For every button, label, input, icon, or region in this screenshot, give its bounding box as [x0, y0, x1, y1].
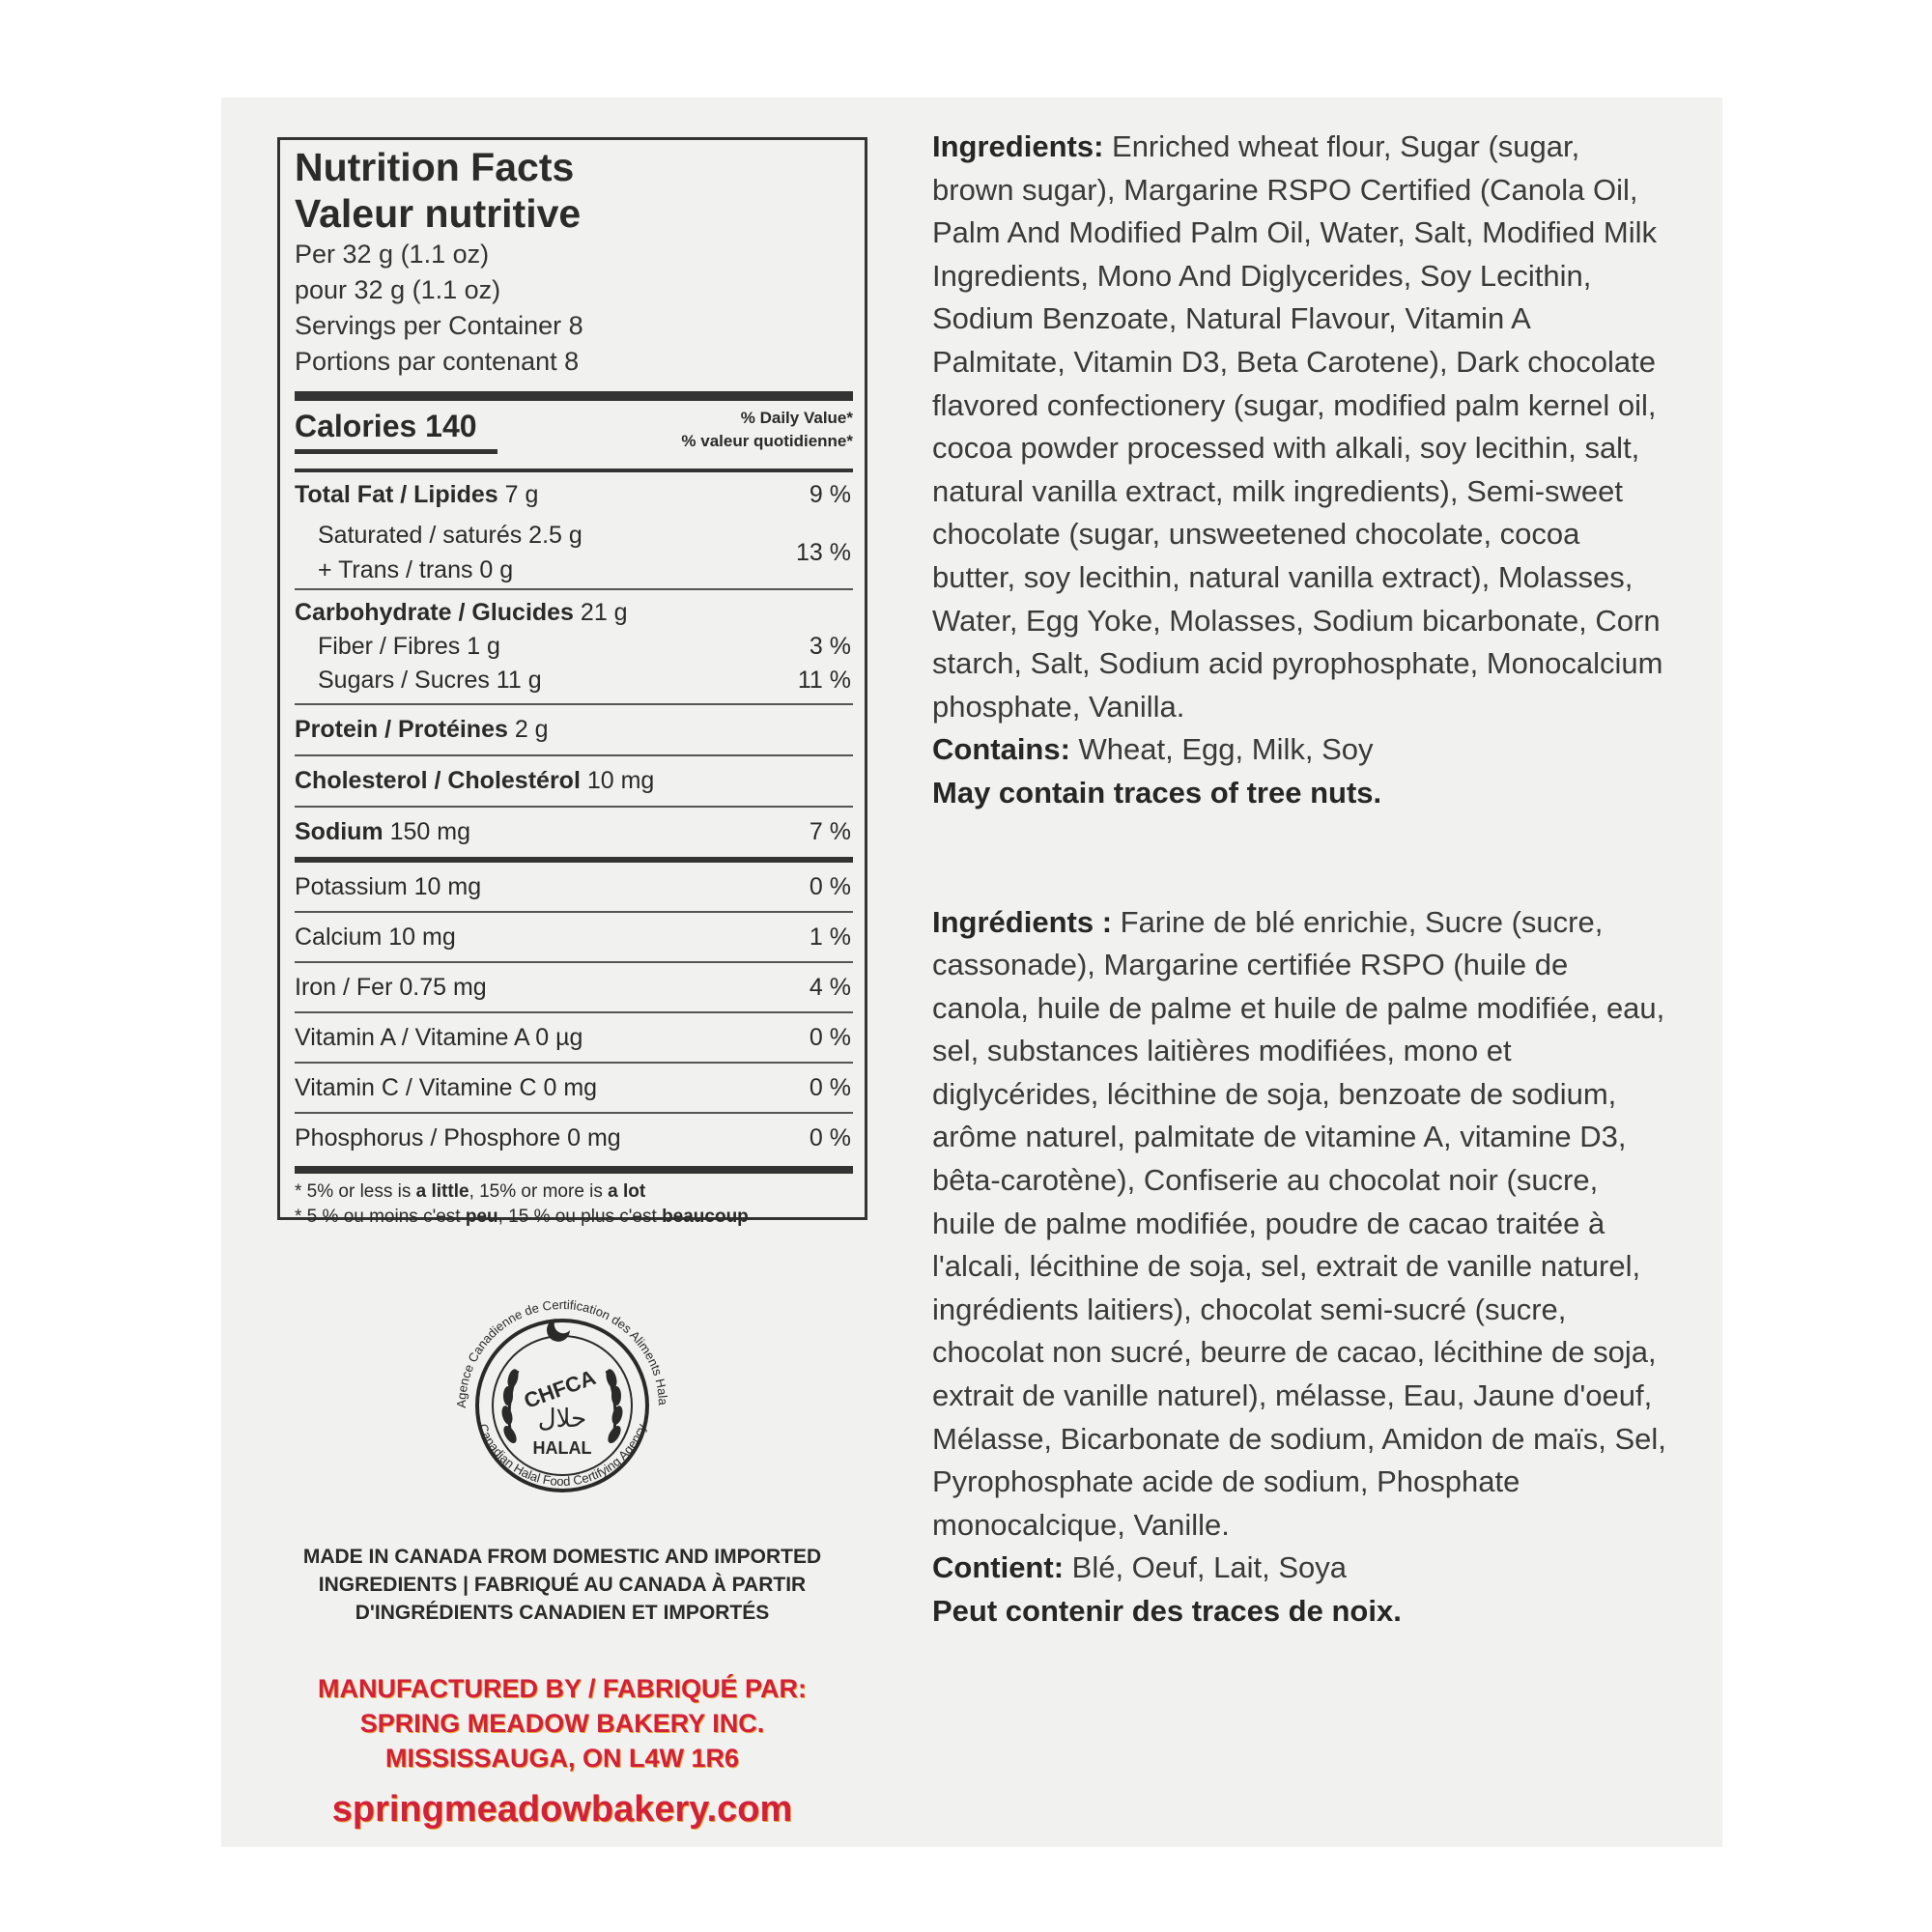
iron: Iron / Fer 0.75 mg — [295, 973, 487, 1001]
contains-en: Contains: Wheat, Egg, Milk, Soy — [932, 732, 1374, 767]
calcium-pct: 1 % — [809, 923, 851, 951]
dv-en: % Daily Value* — [740, 409, 853, 427]
ingredients-fr — [932, 901, 1666, 1548]
protein-amount: 2 g — [507, 716, 549, 743]
sodium-label: Sodium — [295, 818, 384, 845]
vitamin-c: Vitamin C / Vitamine C 0 mg — [295, 1073, 598, 1101]
potassium: Potassium 10 mg — [295, 872, 482, 900]
saturated: Saturated / saturés 2.5 g — [318, 522, 582, 549]
fat-amount: 7 g — [497, 480, 539, 508]
footnote-fr: * 5 % ou moins c'est peu, 15 % ou plus c'est beaucoup — [295, 1207, 749, 1227]
seal-arabic: حلال — [537, 1405, 587, 1434]
sodium-amount: 150 mg — [383, 818, 471, 845]
trans: + Trans / trans 0 g — [318, 556, 514, 583]
seal-halal: HALAL — [532, 1438, 592, 1458]
calories-underline — [295, 449, 497, 454]
servings-en: Servings per Container 8 — [295, 311, 583, 340]
potassium-row — [295, 857, 853, 911]
ingredients-section — [932, 126, 1666, 1634]
halal-seal-icon — [437, 1270, 688, 1521]
may-contain-en: May contain traces of tree nuts. — [932, 775, 1382, 810]
manufacturer — [267, 1671, 858, 1776]
fat-pct: 9 % — [809, 480, 851, 508]
contains-fr: Contient: Blé, Oeuf, Lait, Soya — [932, 1550, 1347, 1585]
carb-label: Carbohydrate / Glucides — [295, 599, 574, 626]
phosphorus-pct: 0 % — [809, 1123, 851, 1151]
iron-row — [295, 961, 853, 1011]
phosphorus-row — [295, 1112, 853, 1162]
carb-amount: 21 g — [573, 599, 628, 626]
seal-acronym: CHFCA — [520, 1365, 599, 1413]
seal-ring-top: Agence Canadienne de Certification des Aliments Hala — [453, 1296, 671, 1408]
made-in-canada: MADE IN CANADA FROM DOMESTIC AND IMPORTED INGREDIENTS | FABRIQUÉ AU CANADA À PARTIR D'INGRÉDIENTS CANADIEN ET IMPORTÉS — [302, 1546, 822, 1624]
potassium-pct: 0 % — [809, 872, 851, 900]
ingredients-text-fr: Farine de blé enrichie, Sucre (sucre, cassonade), Margarine certifiée RSPO (huile de canola, huile de palme et huile de palme modifiée, eau, sel, substances laitières modifiées, mono et diglycérides, lécithine de soja, benzoate de sodium, arôme naturel, palmitate de vitamine A, vitamine D3, bêta-carotène), Confiserie au chocolat noir (sucre, huile de palme modifiée, poudre de cacao traitée à l'alcali, lécithine de soja, sel, extrait de vanille naturel, ingrédients laitiers), chocolat semi-sucré (sucre, chocolat non sucré, beurre de cacao, lécithine de soja, extrait de vanille naturel), mélasse, Eau, Jaune d'oeuf, Mélasse, Bicarbonate de sodium, Amidon de maïs, Sel, Pyrophosphate acide de sodium, Phosphate monocalcique, Vanille. — [932, 904, 1666, 1542]
fiber: Fiber / Fibres 1 g — [318, 633, 500, 660]
protein-row — [295, 703, 853, 754]
serving-size-en: Per 32 g (1.1 oz) — [295, 240, 490, 269]
protein-label: Protein / Protéines — [295, 716, 508, 743]
servings-fr: Portions par contenant 8 — [295, 347, 580, 376]
manufacturer-line3: MISSISSAUGA, ON L4W 1R6 — [384, 1744, 740, 1773]
calcium: Calcium 10 mg — [295, 923, 456, 951]
cholesterol-row — [295, 754, 853, 806]
chol-label: Cholesterol / Cholestérol — [295, 767, 581, 794]
vitamin-a: Vitamin A / Vitamine A 0 µg — [295, 1023, 583, 1051]
may-contain-fr: Peut contenir des traces de noix. — [932, 1594, 1402, 1628]
nutrition-title-en: Nutrition Facts — [295, 145, 575, 189]
fat-label: Total Fat / Lipides — [295, 480, 498, 508]
sodium-row — [295, 806, 853, 857]
footnote-en: * 5% or less is a little, 15% or more is a lot — [295, 1181, 646, 1202]
chol-amount: 10 mg — [580, 767, 655, 794]
daily-value-header — [681, 407, 853, 453]
ingredients-heading-en: Ingredients: — [932, 129, 1104, 163]
sugars: Sugars / Sucres 11 g — [318, 667, 542, 694]
ingredients-text-en: Enriched wheat flour, Sugar (sugar, brown sugar), Margarine RSPO Certified (Canola Oil, Palm And Modified Palm Oil, Water, Salt, Modified Milk Ingredients, Mono And Diglycerides, Soy Lecithin, Sodium Benzoate, Natural Flavour, Vitamin A Palmitate, Vitamin D3, Beta Carotene), Dark chocolate flavored confectionery (sugar, modified palm kernel oil, cocoa powder processed with alkali, soy lecithin, salt, natural vanilla extract, milk ingredients), Semi-sweet chocolate (sugar, unsweetened chocolate, cocoa butter, soy lecithin, natural vanilla extract), Molasses, Water, Egg Yoke, Molasses, Sodium bicarbonate, Corn starch, Salt, Sodium acid pyrophosphate, Monocalcium phosphate, Vanilla. — [932, 129, 1663, 724]
fiber-pct: 3 % — [809, 633, 851, 660]
carb-group — [295, 588, 853, 703]
sat-pct: 13 % — [796, 538, 851, 566]
sodium-pct: 7 % — [809, 818, 851, 845]
calories-label: Calories 140 — [295, 409, 477, 443]
website-url: springmeadowbakery.com — [331, 1789, 793, 1830]
thick-divider — [295, 391, 853, 401]
nutrition-title-fr: Valeur nutritive — [295, 191, 582, 236]
calcium-row — [295, 911, 853, 961]
iron-pct: 4 % — [809, 973, 851, 1001]
ingredients-heading-fr: Ingrédients : — [932, 904, 1113, 939]
fat-row — [295, 469, 853, 517]
seal-ring-bottom: Canadian Halal Food Certifying Agency — [475, 1421, 649, 1489]
manufacturer-line1: MANUFACTURED BY / FABRIQUÉ PAR: — [317, 1674, 807, 1703]
ingredients-en — [932, 126, 1666, 728]
nutrition-facts-table — [277, 137, 867, 1227]
vitamin-c-row — [295, 1062, 853, 1112]
vitamin-a-row — [295, 1011, 853, 1062]
footnote — [295, 1166, 853, 1230]
sat-trans-row — [295, 517, 853, 588]
phosphorus: Phosphorus / Phosphore 0 mg — [295, 1123, 621, 1151]
sugars-pct: 11 % — [797, 667, 851, 694]
manufacturer-line2: SPRING MEADOW BAKERY INC. — [359, 1709, 765, 1738]
vitamin-a-pct: 0 % — [809, 1023, 851, 1051]
dv-fr: % valeur quotidienne* — [681, 432, 853, 450]
calories-row — [295, 401, 853, 469]
vitamin-c-pct: 0 % — [809, 1073, 851, 1101]
serving-size-fr: pour 32 g (1.1 oz) — [295, 275, 501, 304]
